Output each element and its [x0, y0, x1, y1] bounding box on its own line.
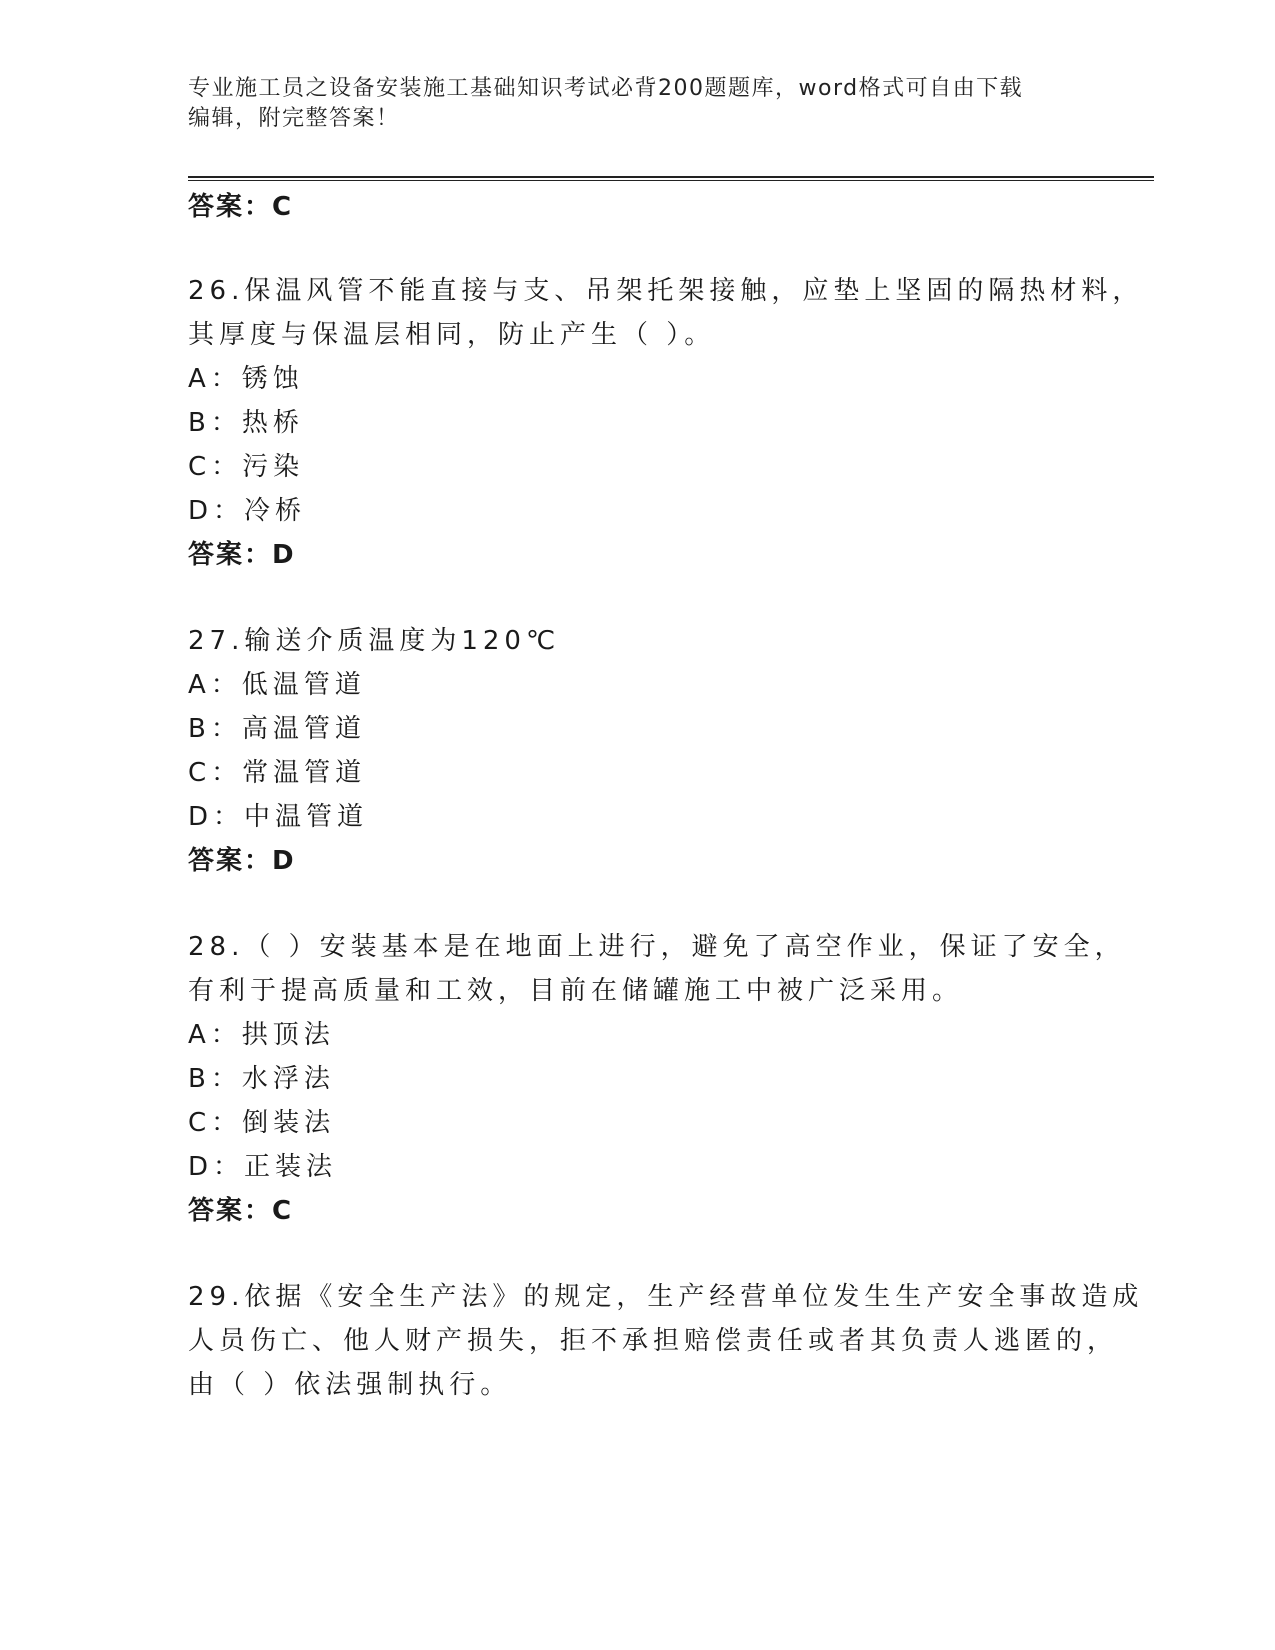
question-stem-line: 人员伤亡、他人财产损失，拒不承担赔偿责任或者其负责人逃匿的，: [188, 1326, 1119, 1356]
question-stem-line: 26.保温风管不能直接与支、吊架托架接触，应垫上坚固的隔热材料，: [188, 276, 1144, 306]
question-stem-line: 由（ ）依法强制执行。: [188, 1370, 512, 1400]
header-line-2: 编辑，附完整答案！: [188, 106, 400, 131]
option-d: D：中温管道: [188, 802, 369, 832]
question-stem-line: 有利于提高质量和工效，目前在储罐施工中被广泛采用。: [188, 976, 964, 1006]
option-a: A：拱顶法: [188, 1020, 335, 1050]
option-b: B：热桥: [188, 408, 304, 438]
document-header: [188, 74, 1088, 134]
option-b: B：高温管道: [188, 714, 366, 744]
answer: 答案：D: [188, 846, 296, 876]
question-stem-line: 28.（ ）安装基本是在地面上进行，避免了高空作业，保证了安全，: [188, 932, 1126, 962]
option-b: B：水浮法: [188, 1064, 335, 1094]
question-stem-line: 27.输送介质温度为120℃: [188, 626, 561, 656]
option-a: A：低温管道: [188, 670, 366, 700]
option-d: D：正装法: [188, 1152, 338, 1182]
header-divider: [188, 176, 1154, 181]
option-c: C：倒装法: [188, 1108, 336, 1138]
question-stem-line: 29.依据《安全生产法》的规定，生产经营单位发生生产安全事故造成: [188, 1282, 1144, 1312]
previous-answer: 答案：C: [188, 192, 294, 222]
answer: 答案：C: [188, 1196, 294, 1226]
option-c: C：污染: [188, 452, 305, 482]
option-c: C：常温管道: [188, 758, 367, 788]
question-stem-line: 其厚度与保温层相同，防止产生（ ）。: [188, 320, 716, 350]
header-line-1: 专业施工员之设备安装施工基础知识考试必背200题题库，word格式可自由下载: [188, 76, 1024, 101]
option-a: A：锈蚀: [188, 364, 304, 394]
option-d: D：冷桥: [188, 496, 307, 526]
answer: 答案：D: [188, 540, 296, 570]
